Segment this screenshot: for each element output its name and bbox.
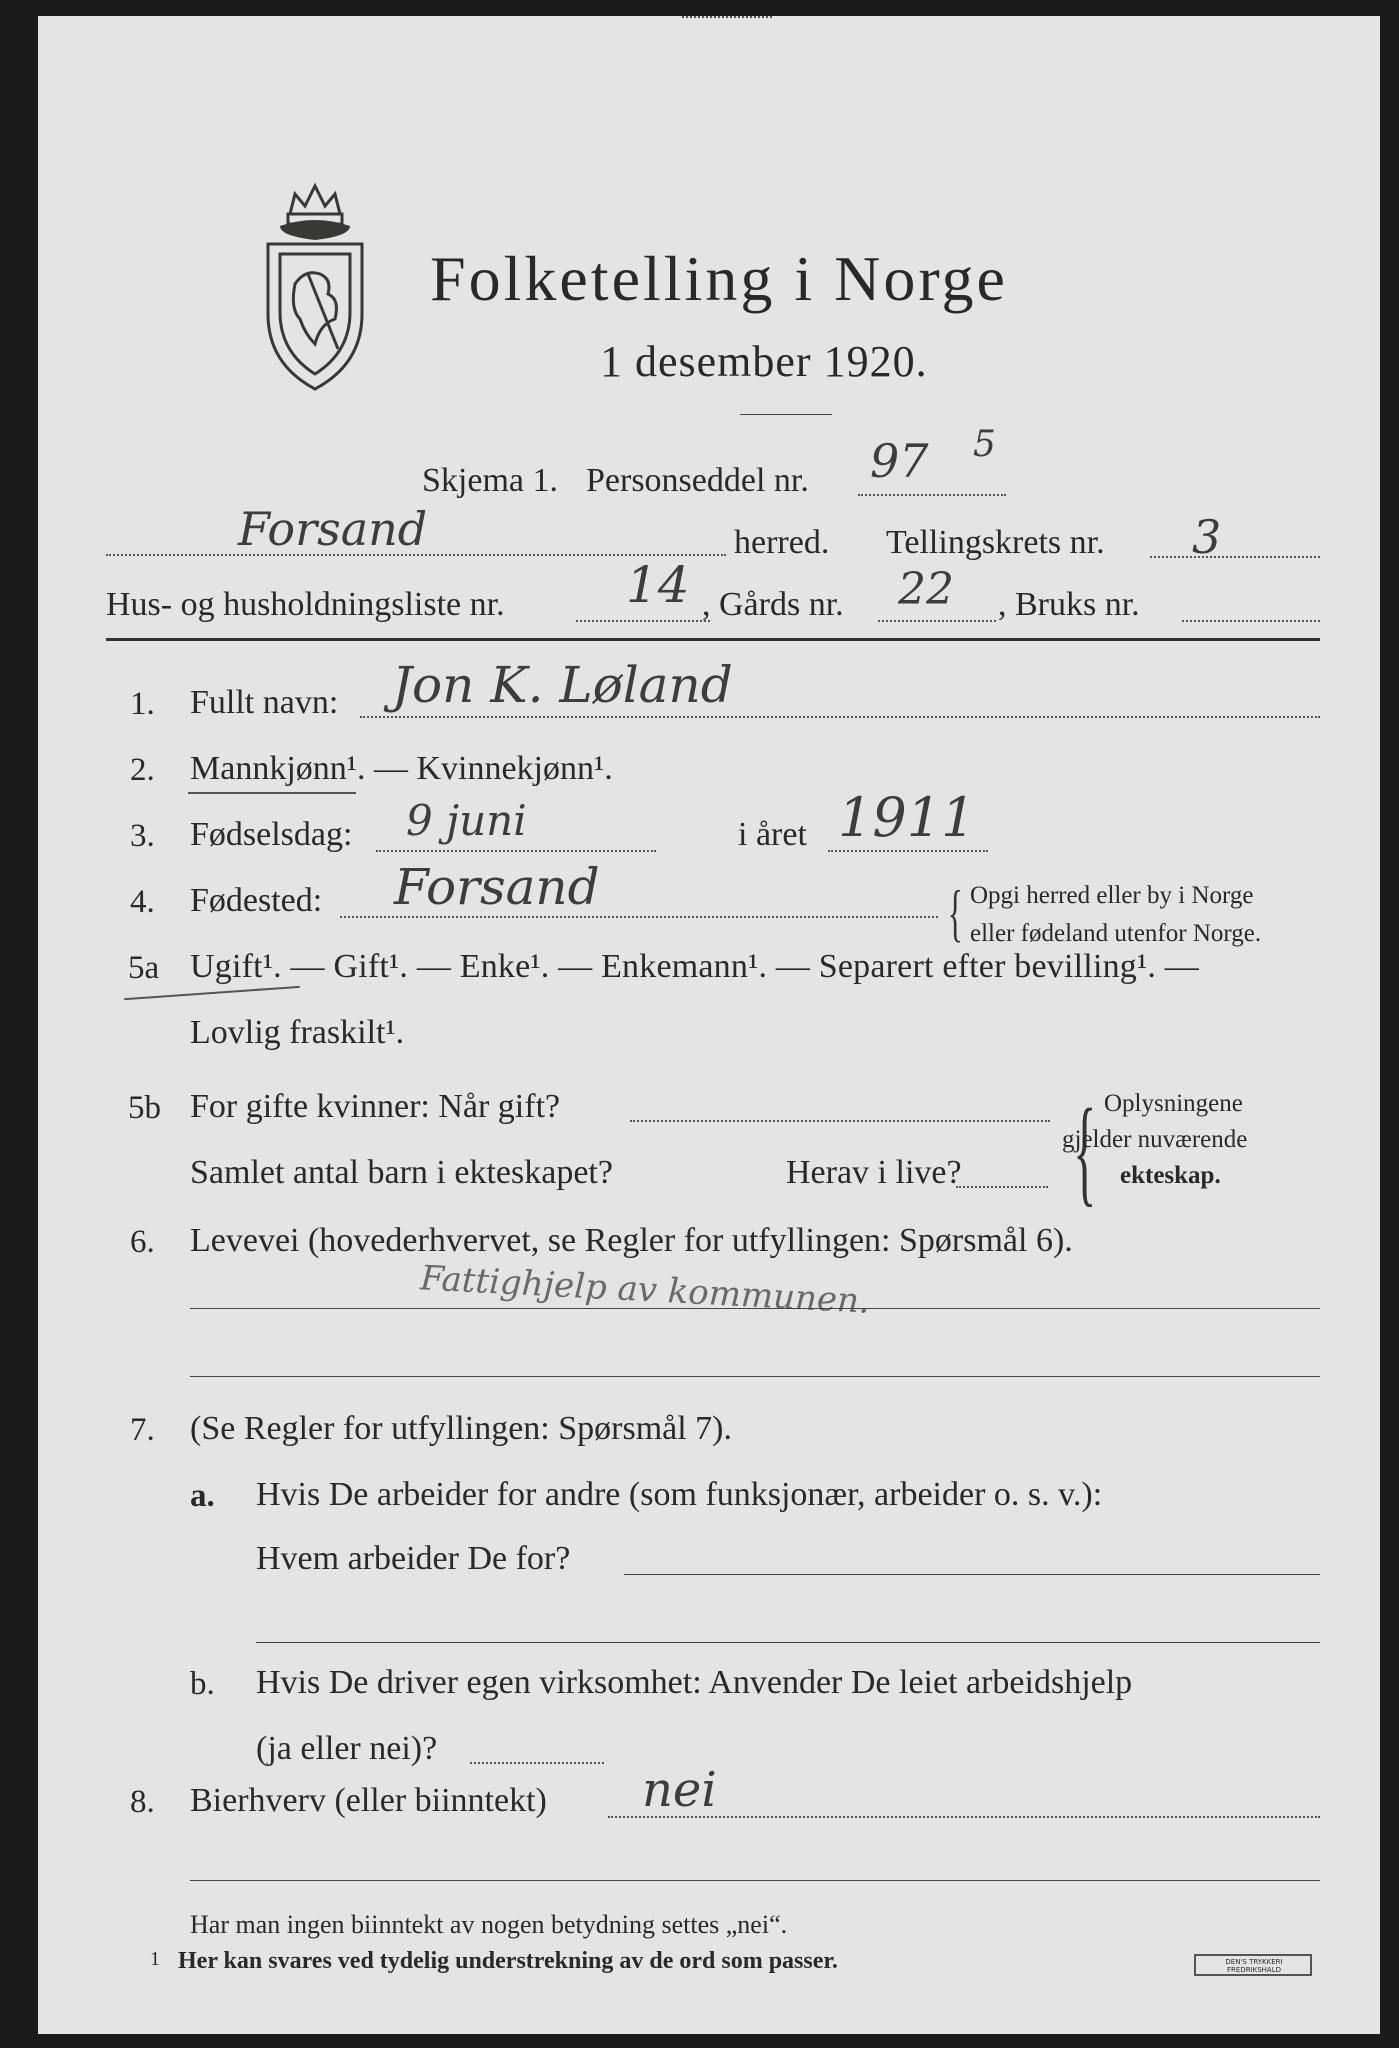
- q8-line2: [190, 1880, 1320, 1881]
- q1-label: Fullt navn:: [190, 684, 339, 721]
- q7-number: 7.: [130, 1412, 155, 1448]
- q3-year-value: 1911: [838, 786, 976, 849]
- q4-dots: [340, 916, 938, 918]
- q3-label: Fødselsdag:: [190, 816, 353, 853]
- q6-value: Fattighjelp av kommunen.: [419, 1258, 871, 1322]
- q5b-note-line2: gjelder nuværende: [1062, 1126, 1248, 1153]
- q5b-label2: Samlet antal barn i ekteskapet?: [190, 1154, 613, 1191]
- tellingskrets-dots: [1150, 556, 1320, 558]
- q8-number: 8.: [130, 1784, 155, 1820]
- tellingskrets-value: 3: [1192, 510, 1222, 564]
- q1-number: 1.: [130, 686, 155, 722]
- q5a-underline: [124, 986, 300, 1000]
- q5b-note-line1: Oplysningene: [1104, 1090, 1243, 1117]
- personseddel-extra: 5: [973, 424, 996, 465]
- hus-dots: [576, 620, 710, 622]
- herred-label: herred.: [734, 524, 830, 561]
- q6-line2: [190, 1376, 1320, 1377]
- q7a-line1: Hvis De arbeider for andre (som funksjonær, arbeider o. s. v.):: [256, 1476, 1103, 1513]
- biinntekt-note: Har man ingen biinntekt av nogen betydning settes „nei“.: [190, 1910, 788, 1939]
- q4-label: Fødested:: [190, 882, 323, 919]
- q5b-label3: Herav i live?: [786, 1154, 962, 1191]
- personseddel-value: 97: [870, 434, 929, 488]
- q5a-line1: Ugift¹. — Gift¹. — Enke¹. — Enkemann¹. — Separert efter bevilling¹. —: [190, 948, 1199, 985]
- q7a-letter: a.: [190, 1478, 215, 1514]
- header-divider: [106, 638, 1320, 641]
- personseddel-label: Personseddel nr.: [586, 462, 809, 499]
- hus-label: Hus- og husholdningsliste nr.: [106, 586, 505, 623]
- q3-year-label: i året: [738, 816, 807, 853]
- coat-of-arms-icon: [260, 174, 370, 394]
- q7b-letter: b.: [190, 1666, 215, 1702]
- census-form: [38, 16, 1380, 2034]
- title-rule: [740, 414, 832, 415]
- q3-year-dots: [828, 850, 988, 852]
- q3-value: 9 juni: [406, 796, 527, 845]
- q8-label: Bierhverv (eller biinntekt): [190, 1782, 547, 1819]
- gards-value: 22: [898, 564, 954, 615]
- footnote-mark: 1: [150, 1948, 160, 1970]
- footnote-text: Her kan svares ved tydelig understrekning av de ord som passer.: [178, 1948, 838, 1974]
- q5b-live-dots: [956, 1186, 1048, 1188]
- form-title: Folketelling i Norge: [430, 243, 1008, 314]
- personseddel-dots: [858, 494, 1006, 496]
- q2-number: 2.: [130, 752, 155, 788]
- q8-value: nei: [642, 1762, 717, 1818]
- q5a-number: 5a: [128, 950, 160, 986]
- q4-note-line1: Opgi herred eller by i Norge: [970, 882, 1254, 909]
- q4-note-line2: eller fødeland utenfor Norge.: [970, 920, 1262, 947]
- q5b-barn-dots: [682, 16, 772, 18]
- q7a-line2: Hvem arbeider De for?: [256, 1540, 571, 1577]
- form-date: 1 desember 1920.: [600, 337, 928, 386]
- q7b-line2: (ja eller nei)?: [256, 1730, 438, 1767]
- q3-number: 3.: [130, 818, 155, 854]
- bruks-label: , Bruks nr.: [998, 586, 1140, 623]
- q1-value: Jon K. Løland: [392, 656, 733, 714]
- q5b-note-line3: ekteskap.: [1120, 1162, 1221, 1189]
- q6-label: Levevei (hovederhvervet, se Regler for utfyllingen: Spørsmål 6).: [190, 1222, 1073, 1259]
- q5b-gift-dots: [630, 1120, 1050, 1122]
- q7b-line1: Hvis De driver egen virksomhet: Anvender De leiet arbeidshjelp: [256, 1664, 1133, 1701]
- q4-brace: {: [947, 877, 964, 948]
- q3-dots: [376, 850, 656, 852]
- q6-line1: [190, 1308, 1320, 1309]
- printer-stamp-text: DEN'S TRYKKERI FREDRIKSHALD: [1225, 1958, 1283, 1974]
- tellingskrets-label: Tellingskrets nr.: [886, 524, 1105, 561]
- q5b-label1: For gifte kvinner: Når gift?: [190, 1088, 561, 1125]
- printer-stamp: [1194, 1954, 1312, 1976]
- bruks-dots: [1182, 620, 1320, 622]
- q7a-answer-line: [624, 1574, 1320, 1575]
- q1-dots: [360, 716, 1320, 718]
- q6-number: 6.: [130, 1224, 155, 1260]
- skjema-label: Skjema 1.: [422, 462, 558, 499]
- q4-number: 4.: [130, 884, 155, 920]
- hus-value: 14: [626, 556, 690, 614]
- q5b-number: 5b: [128, 1090, 161, 1126]
- q2-text: Mannkjønn¹. — Kvinnekjønn¹.: [190, 750, 613, 787]
- q5a-line2: Lovlig fraskilt¹.: [190, 1014, 405, 1051]
- q5b-brace: {: [1073, 1084, 1097, 1217]
- herred-value: Forsand: [238, 502, 428, 556]
- q7b-dots: [470, 1762, 604, 1764]
- gards-label: , Gårds nr.: [702, 586, 844, 623]
- q7-label: (Se Regler for utfyllingen: Spørsmål 7).: [190, 1410, 733, 1447]
- q7a-answer-line2: [256, 1642, 1320, 1643]
- gards-dots: [878, 620, 996, 622]
- q2-underline: [188, 792, 356, 794]
- q4-value: Forsand: [394, 858, 600, 916]
